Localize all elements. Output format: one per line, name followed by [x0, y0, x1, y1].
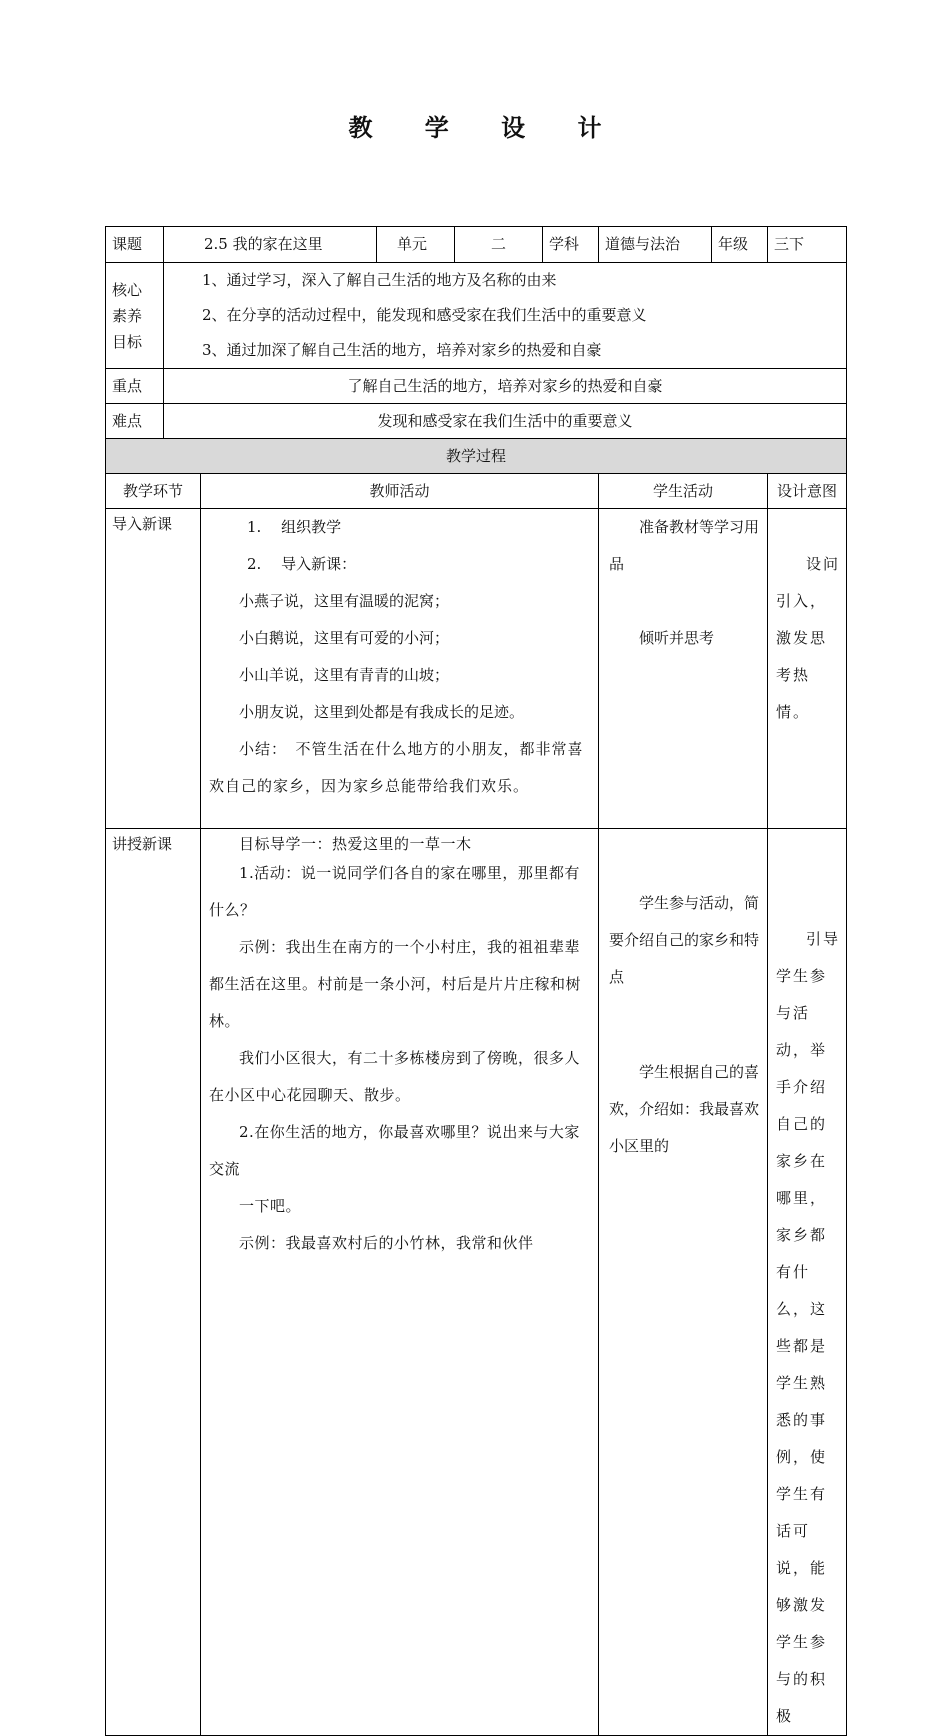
difficult-point-row: [106, 404, 847, 439]
goal-item: 2、在分享的活动过程中，能发现和感受家在我们生活中的重要意义: [202, 306, 647, 324]
col-student: 学生活动: [599, 474, 768, 509]
intent-line: 引导学生参与活动，举手介绍自己的家乡在哪里，家乡都有什么，这些都是学生熟悉的事例，使学生有话可说，能够激发学生参与的积极: [776, 930, 841, 1725]
intro-row: [106, 509, 847, 829]
teach-student: [599, 829, 768, 1736]
process-title-row: [106, 439, 847, 474]
intro-student: [599, 509, 768, 829]
goal-item: 3、通过加深了解自己生活的地方，培养对家乡的热爱和自豪: [202, 341, 602, 359]
teach-teacher: [201, 829, 599, 1736]
page-title: 教 学 设 计: [348, 113, 624, 142]
intro-stage: 导入新课: [106, 509, 201, 829]
teacher-line: 1. 组织教学: [247, 518, 342, 536]
intent-line: 设问引入，激发思考热情。: [776, 555, 841, 721]
teacher-line: 1.活动：说一说同学们各自的家在哪里，那里都有什么？: [209, 864, 580, 919]
goals-list: [164, 263, 847, 369]
teacher-line: 小朋友说，这里到处都是有我成长的足迹。: [239, 703, 525, 721]
difficult-point-value: 发现和感受家在我们生活中的重要意义: [164, 404, 847, 439]
goal-item: 1、通过学习，深入了解自己生活的地方及名称的由来: [202, 271, 557, 289]
col-stage: 教学环节: [106, 474, 201, 509]
teach-stage: 讲授新课: [106, 829, 201, 1736]
teacher-line: 我们小区很大，有二十多栋楼房到了傍晚，很多人在小区中心花园聊天、散步。: [209, 1049, 581, 1104]
column-header-row: [106, 474, 847, 509]
teacher-line: 示例：我出生在南方的一个小村庄，我的祖祖辈辈都生活在这里。村前是一条小河，村后是片片庄稼和树林。: [209, 938, 582, 1030]
col-teacher: 教师活动: [201, 474, 599, 509]
key-point-row: [106, 369, 847, 404]
teacher-line: 小白鹅说，这里有可爱的小河；: [239, 629, 450, 647]
goals-row: [106, 263, 847, 369]
unit-label: 单元: [377, 227, 455, 263]
student-line: 学生参与活动，简要介绍自己的家乡和特点: [609, 894, 760, 986]
student-line: 准备教材等学习用品: [609, 518, 760, 573]
teacher-line: 示例：我最喜欢村后的小竹林，我常和伙伴: [239, 1234, 534, 1252]
course-label: 课题: [106, 227, 164, 263]
teacher-line: 2. 导入新课：: [247, 555, 357, 573]
teacher-line: 小燕子说，这里有温暖的泥窝；: [239, 592, 450, 610]
grade-value: 三下: [768, 227, 847, 263]
goals-label: 核心 素养 目标: [106, 263, 164, 369]
key-point-label: 重点: [106, 369, 164, 404]
header-row: [106, 227, 847, 263]
lesson-plan-table: [105, 226, 847, 1736]
teacher-line: 小山羊说，这里有青青的山坡；: [239, 666, 450, 684]
unit-value: 二: [455, 227, 543, 263]
intro-intent: [768, 509, 847, 829]
subject-label: 学科: [543, 227, 599, 263]
teach-intent: [768, 829, 847, 1736]
subject-value: 道德与法治: [599, 227, 712, 263]
process-title: 教学过程: [106, 439, 847, 474]
teacher-line: 目标导学一：热爱这里的一草一木: [239, 835, 472, 853]
intro-teacher: [201, 509, 599, 829]
difficult-point-label: 难点: [106, 404, 164, 439]
col-intent: 设计意图: [768, 474, 847, 509]
course-value: 2.5 我的家在这里: [164, 227, 377, 263]
student-line: 倾听并思考: [639, 629, 715, 647]
teach-row: [106, 829, 847, 1736]
grade-label: 年级: [712, 227, 768, 263]
key-point-value: 了解自己生活的地方，培养对家乡的热爱和自豪: [164, 369, 847, 404]
teacher-line: 2.在你生活的地方，你最喜欢哪里？说出来与大家交流: [209, 1123, 580, 1178]
teacher-line: 一下吧。: [239, 1197, 302, 1215]
student-line: 学生根据自己的喜欢，介绍如：我最喜欢小区里的: [609, 1063, 760, 1155]
teacher-line: 小结： 不管生活在什么地方的小朋友，都非常喜欢自己的家乡，因为家乡总能带给我们欢乐。: [209, 740, 584, 795]
